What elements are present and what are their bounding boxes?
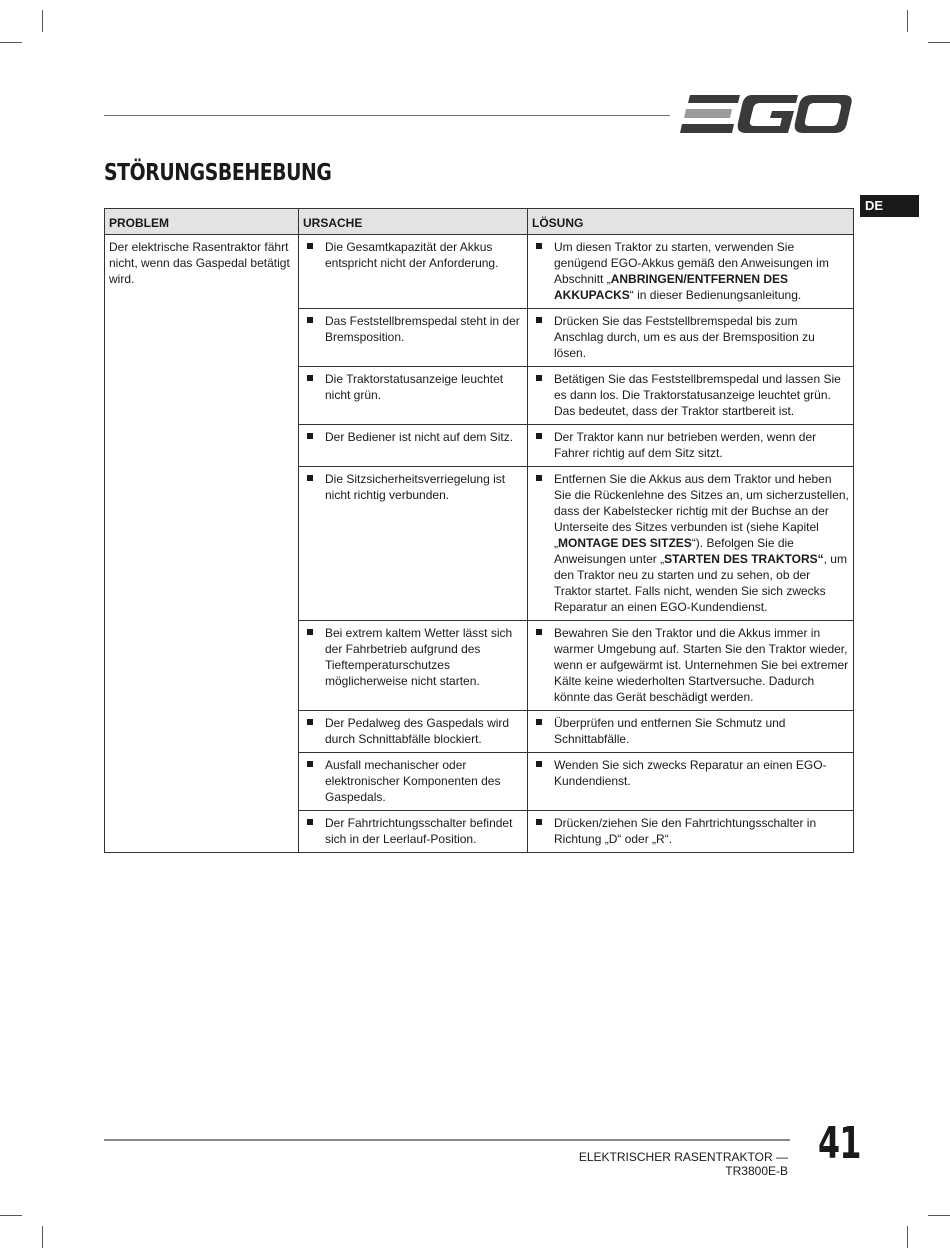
cause-text: Die Traktorstatusanzeige leuchtet nicht grün. xyxy=(325,372,504,402)
language-tab: DE xyxy=(860,195,919,217)
cause-cell xyxy=(299,367,528,425)
solution-text: Entfernen Sie die Akkus aus dem Traktor und heben Sie die Rückenlehne des Sitzes an, um sicherzustellen, dass der Kabelstecker richtig mit der Buchse an der Unterseite des Sitzes verbunden ist (siehe Kapitel „MONTAGE DES SITZES“). Befolgen Sie die Anweisungen unter „STARTEN DES TRAKTORS“, um den Traktor neu zu starten und zu sehen, ob der Traktor startet. Falls nicht, wenden Sie sich zwecks Reparatur an einen EGO-Kundendienst. xyxy=(554,472,849,614)
cause-text: Die Sitzsicherheitsverriegelung ist nicht richtig verbunden. xyxy=(325,472,506,502)
page-number: 41 xyxy=(818,1118,861,1169)
crop-mark xyxy=(928,42,950,43)
crop-mark xyxy=(42,1226,43,1248)
crop-mark xyxy=(42,10,43,32)
cause-cell xyxy=(299,621,528,711)
bullet-icon xyxy=(307,629,313,635)
crop-mark xyxy=(0,1215,22,1216)
solution-cell xyxy=(528,235,854,309)
crop-mark xyxy=(907,10,908,32)
bullet-icon xyxy=(536,819,542,825)
solution-cell xyxy=(528,367,854,425)
footer-product-name: ELEKTRISCHER RASENTRAKTOR — TR3800E-B xyxy=(578,1150,788,1178)
solution-cell xyxy=(528,467,854,621)
solution-cell xyxy=(528,621,854,711)
cause-cell xyxy=(299,753,528,811)
bullet-icon xyxy=(536,629,542,635)
bullet-icon xyxy=(307,433,313,439)
solution-text: Drücken/ziehen Sie den Fahrtrichtungsschalter in Richtung „D“ oder „R“. xyxy=(554,816,817,846)
table-header-row xyxy=(105,209,854,235)
cause-cell xyxy=(299,425,528,467)
solution-cell xyxy=(528,811,854,853)
bullet-icon xyxy=(536,475,542,481)
bullet-icon xyxy=(307,475,313,481)
bullet-icon xyxy=(307,375,313,381)
solution-cell xyxy=(528,309,854,367)
solution-text: Drücken Sie das Feststellbremspedal bis zum Anschlag durch, um es aus der Bremsposition zu lösen. xyxy=(554,314,815,360)
solution-text: Um diesen Traktor zu starten, verwenden Sie genügend EGO-Akkus gemäß den Anweisungen im Abschnitt „ANBRINGEN/ENTFERNEN DES AKKUPACKS“ in dieser Bedienungsanleitung. xyxy=(554,240,829,302)
cause-text: Der Bediener ist nicht auf dem Sitz. xyxy=(325,430,514,444)
cause-cell xyxy=(299,467,528,621)
cause-text: Bei extrem kaltem Wetter lässt sich der Fahrbetrieb aufgrund des Tieftemperaturschutzes möglicherweise nicht starten. xyxy=(325,626,513,688)
cause-text: Das Feststellbremspedal steht in der Bremsposition. xyxy=(325,314,520,344)
page-title: STÖRUNGSBEHEBUNG xyxy=(104,160,332,186)
solution-text: Der Traktor kann nur betrieben werden, wenn der Fahrer richtig auf dem Sitz sitzt. xyxy=(554,430,817,460)
bullet-icon xyxy=(307,719,313,725)
solution-cell xyxy=(528,753,854,811)
bullet-icon xyxy=(307,761,313,767)
bullet-icon xyxy=(307,819,313,825)
bullet-icon xyxy=(536,375,542,381)
bullet-icon xyxy=(307,243,313,249)
cause-cell xyxy=(299,711,528,753)
cause-cell xyxy=(299,811,528,853)
cause-cell xyxy=(299,309,528,367)
column-header-cause: URSACHE xyxy=(299,209,528,235)
bullet-icon xyxy=(307,317,313,323)
solution-text: Überprüfen und entfernen Sie Schmutz und Schnittabfälle. xyxy=(554,716,786,746)
header-rule xyxy=(104,115,670,116)
cause-text: Ausfall mechanischer oder elektronischer Komponenten des Gaspedals. xyxy=(325,758,501,804)
cause-text: Die Gesamtkapazität der Akkus entspricht nicht der Anforderung. xyxy=(325,240,499,270)
bullet-icon xyxy=(536,317,542,323)
bullet-icon xyxy=(536,761,542,767)
troubleshooting-table xyxy=(104,208,854,853)
column-header-solution: LÖSUNG xyxy=(528,209,854,235)
cause-text: Der Fahrtrichtungsschalter befindet sich in der Leerlauf-Position. xyxy=(325,816,513,846)
bullet-icon xyxy=(536,433,542,439)
solution-text: Bewahren Sie den Traktor und die Akkus immer in warmer Umgebung auf. Starten Sie den Traktor wieder, wenn er aufgewärmt ist. Unternehmen Sie bei extremer Kälte keine wiederholten Startversuche. Dadurch könnte das Gerät beschädigt werden. xyxy=(554,626,849,704)
column-header-problem: PROBLEM xyxy=(105,209,299,235)
crop-mark xyxy=(0,42,22,43)
table-row xyxy=(105,235,854,309)
footer-rule xyxy=(104,1139,790,1141)
bullet-icon xyxy=(536,243,542,249)
solution-text: Betätigen Sie das Feststellbremspedal und lassen Sie es dann los. Die Traktorstatusanzeige leuchtet grün. Das bedeutet, dass der Traktor startbereit ist. xyxy=(554,372,841,418)
crop-mark xyxy=(907,1226,908,1248)
solution-cell xyxy=(528,425,854,467)
crop-mark xyxy=(928,1215,950,1216)
ego-logo xyxy=(680,93,852,135)
problem-cell: Der elektrische Rasentraktor fährt nicht, wenn das Gaspedal betätigt wird. xyxy=(105,235,299,853)
cause-text: Der Pedalweg des Gaspedals wird durch Schnittabfälle blockiert. xyxy=(325,716,510,746)
bullet-icon xyxy=(536,719,542,725)
solution-text: Wenden Sie sich zwecks Reparatur an einen EGO-Kundendienst. xyxy=(554,758,827,788)
solution-cell xyxy=(528,711,854,753)
cause-cell xyxy=(299,235,528,309)
